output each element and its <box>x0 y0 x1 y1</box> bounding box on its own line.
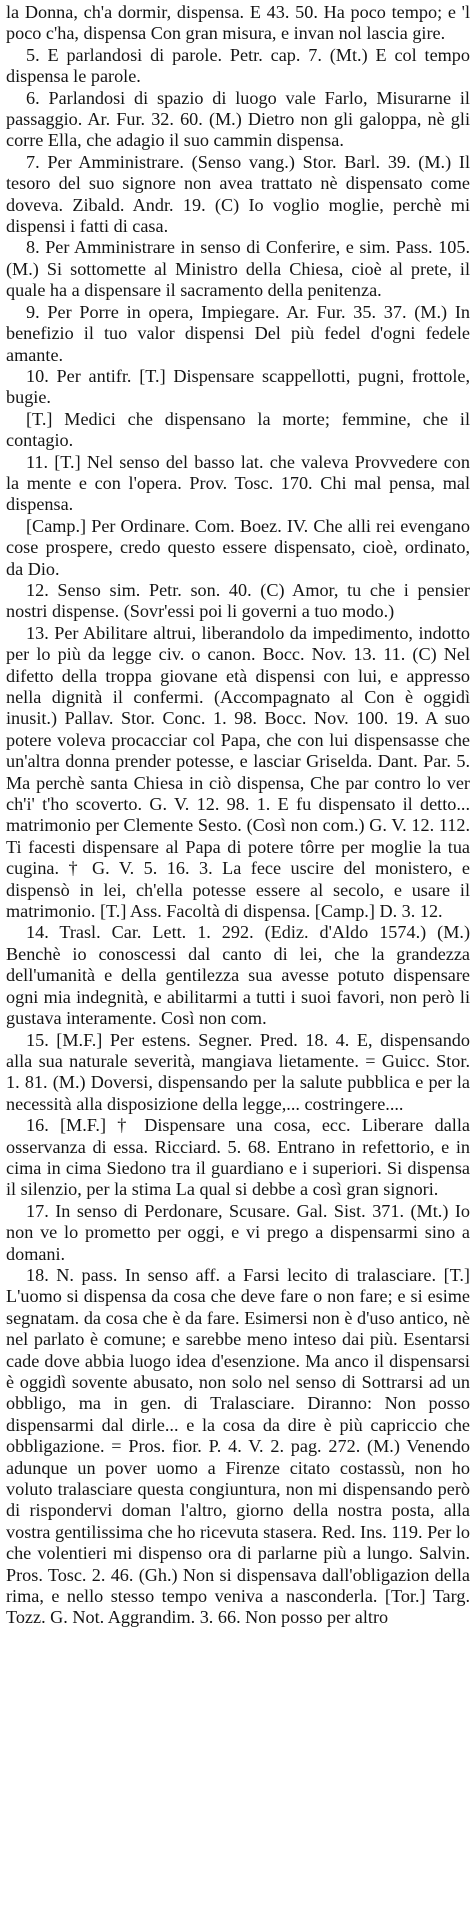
entry-sense-18: 18. N. pass. In senso aff. a Farsi lecito di tralasciare. [T.] L'uomo si dispensa da cosa che deve fare o non fare; e si esime segnatam. da cosa che è da fare. Esimersi non è d'uso antico, nè nel parlato è comune; e sarebbe meno inteso dai più. Esentarsi cade dove abbia luogo idea d'esenzione. Ma anco il dispensarsi è oggidì sovente abusato, non solo nel senso di Sottrarsi ad un obbligo, ma in gen. di Tralasciare. Diranno: Non posso dispensarmi dal dirle... e la cosa da dire è più capriccio che obbligazione. = Pros. fior. P. 4. V. 2. pag. 272. (M.) Venendo adunque un pover uomo a Firenze citato costassù, non ho voluto tralasciare questa congiuntura, non mi dispensando però di rispondervi doman l'altro, giorno della nostra posta, alla vostra gentilissima che ho ricevuta stasera. Red. Ins. 119. Per lo che volentieri mi dispenso ora di parlarne più a lungo. Salvin. Pros. Tosc. 2. 46. (Gh.) Non si dispensava dall'obligazion della rima, e nello stesso tempo veniva a nasconderla. [Tor.] Targ. Tozz. G. Not. Aggrandim. 3. 66. Non posso per altro <box>6 1264 471 1628</box>
entry-sense-12: 12. Senso sim. Petr. son. 40. (C) Amor, tu che i pensier nostri dispense. (Sovr'essi poi li governi a tuo modo.) <box>6 579 470 622</box>
entry-sense-13: 13. Per Abilitare altrui, liberandolo da impedimento, indotto per lo più da legge civ. o canon. Bocc. Nov. 13. 11. (C) Nel difetto della troppa giovane età dispensi con lui, e appresso nella dignità il confermi. (Accompagnato al Con è oggidì inusit.) Pallav. Stor. Conc. 1. 98. Bocc. Nov. 100. 19. A suo potere voleva procacciar col Papa, che con lui dispensasse che un'altra donna prender potesse, e lasciar Griselda. Dant. Par. 5. Ma perchè santa Chiesa in ciò dispensa, Che par contro lo ver ch'i' t'ho scoverto. G. V. 12. 98. 1. E fu dispensato il detto... matrimonio per Clemente Sesto. (Così non com.) G. V. 12. 112. Ti facesti dispensare al Papa di potere tôrre per moglie la tua cugina. † G. V. 5. 16. 3. La fece uscire del monistero, e dispensò in lei, ch'ella potesse essere al secolo, e usare il matrimonio. [T.] Ass. Facoltà di dispensa. [Camp.] D. 3. 12. <box>6 622 470 922</box>
entry-sense-10-note: [T.] Medici che dispensano la morte; femmine, che il contagio. <box>6 408 470 451</box>
entry-sense-14: 14. Trasl. Car. Lett. 1. 292. (Ediz. d'Aldo 1574.) (M.) Benchè io conoscessi dal canto di lei, che la grandezza dell'umanità e della gentilezza sua avesse potuto dispensare ogni mia indegnità, e abilitarmi a tutti i suoi favori, non però li gustava interamente. Così non com. <box>6 922 470 1029</box>
entry-sense-5: 5. E parlandosi di parole. Petr. cap. 7. (Mt.) E col tempo dispensa le parole. <box>6 44 470 87</box>
entry-sense-8: 8. Per Amministrare in senso di Conferire, e sim. Pass. 105. (M.) Si sottomette al Ministro della Chiesa, cioè al prete, il quale ha a dispensare il sacramento della penitenza. <box>6 237 470 301</box>
entry-sense-7: 7. Per Amministrare. (Senso vang.) Stor. Barl. 39. (M.) Il tesoro del suo signore non avea trattato nè dispensato come doveva. Zibald. Andr. 19. (C) Io voglio moglie, perchè mi dispensi i fatti di casa. <box>6 151 470 237</box>
entry-sense-9: 9. Per Porre in opera, Impiegare. Ar. Fur. 35. 37. (M.) In benefizio il tuo valor dispensi Del più fedel d'ogni fedele amante. <box>6 301 470 365</box>
entry-sense-11: 11. [T.] Nel senso del basso lat. che valeva Provvedere con la mente e con l'opera. Prov. Tosc. 170. Chi mal pensa, mal dispensa. <box>6 451 470 515</box>
entry-sense-17: 17. In senso di Perdonare, Scusare. Gal. Sist. 371. (Mt.) Io non ve lo prometto per oggi, e vi prego a dispensarmi sino a domani. <box>6 1200 470 1264</box>
entry-sense-11-note: [Camp.] Per Ordinare. Com. Boez. IV. Che alli rei evengano cose prospere, credo questo essere dispensato, cioè, ordinato, da Dio. <box>6 515 470 579</box>
entry-paragraph-continuation: la Donna, ch'a dormir, dispensa. E 43. 50. Ha poco tempo; e 'l poco c'ha, dispensa Con gran misura, e invan nol lascia gire. <box>6 2 470 44</box>
entry-sense-10: 10. Per antifr. [T.] Dispensare scappellotti, pugni, frottole, bugie. <box>6 365 470 408</box>
entry-sense-15: 15. [M.F.] Per estens. Segner. Pred. 18. 4. E, dispensando alla sua naturale severità, mangiava lietamente. = Guicc. Stor. 1. 81. (M.) Doversi, dispensando per la salute pubblica e per la necessità alla disposizione della legge,... costringere.... <box>6 1029 470 1114</box>
entry-sense-6: 6. Parlandosi di spazio di luogo vale Farlo, Misurarne il passaggio. Ar. Fur. 32. 60. (M.) Dietro non gli galoppa, nè gli corre Ella, che adagio il suo cammin dispensa. <box>6 87 470 151</box>
entry-sense-16: 16. [M.F.] † Dispensare una cosa, ecc. Liberare dalla osservanza di essa. Ricciard. 5. 68. Entrano in refettorio, e in cima in cima Siedono tra il guardiano e i superiori. Si dispensa il silenzio, per la stima La qual si debbe a così gran signori. <box>6 1115 470 1200</box>
